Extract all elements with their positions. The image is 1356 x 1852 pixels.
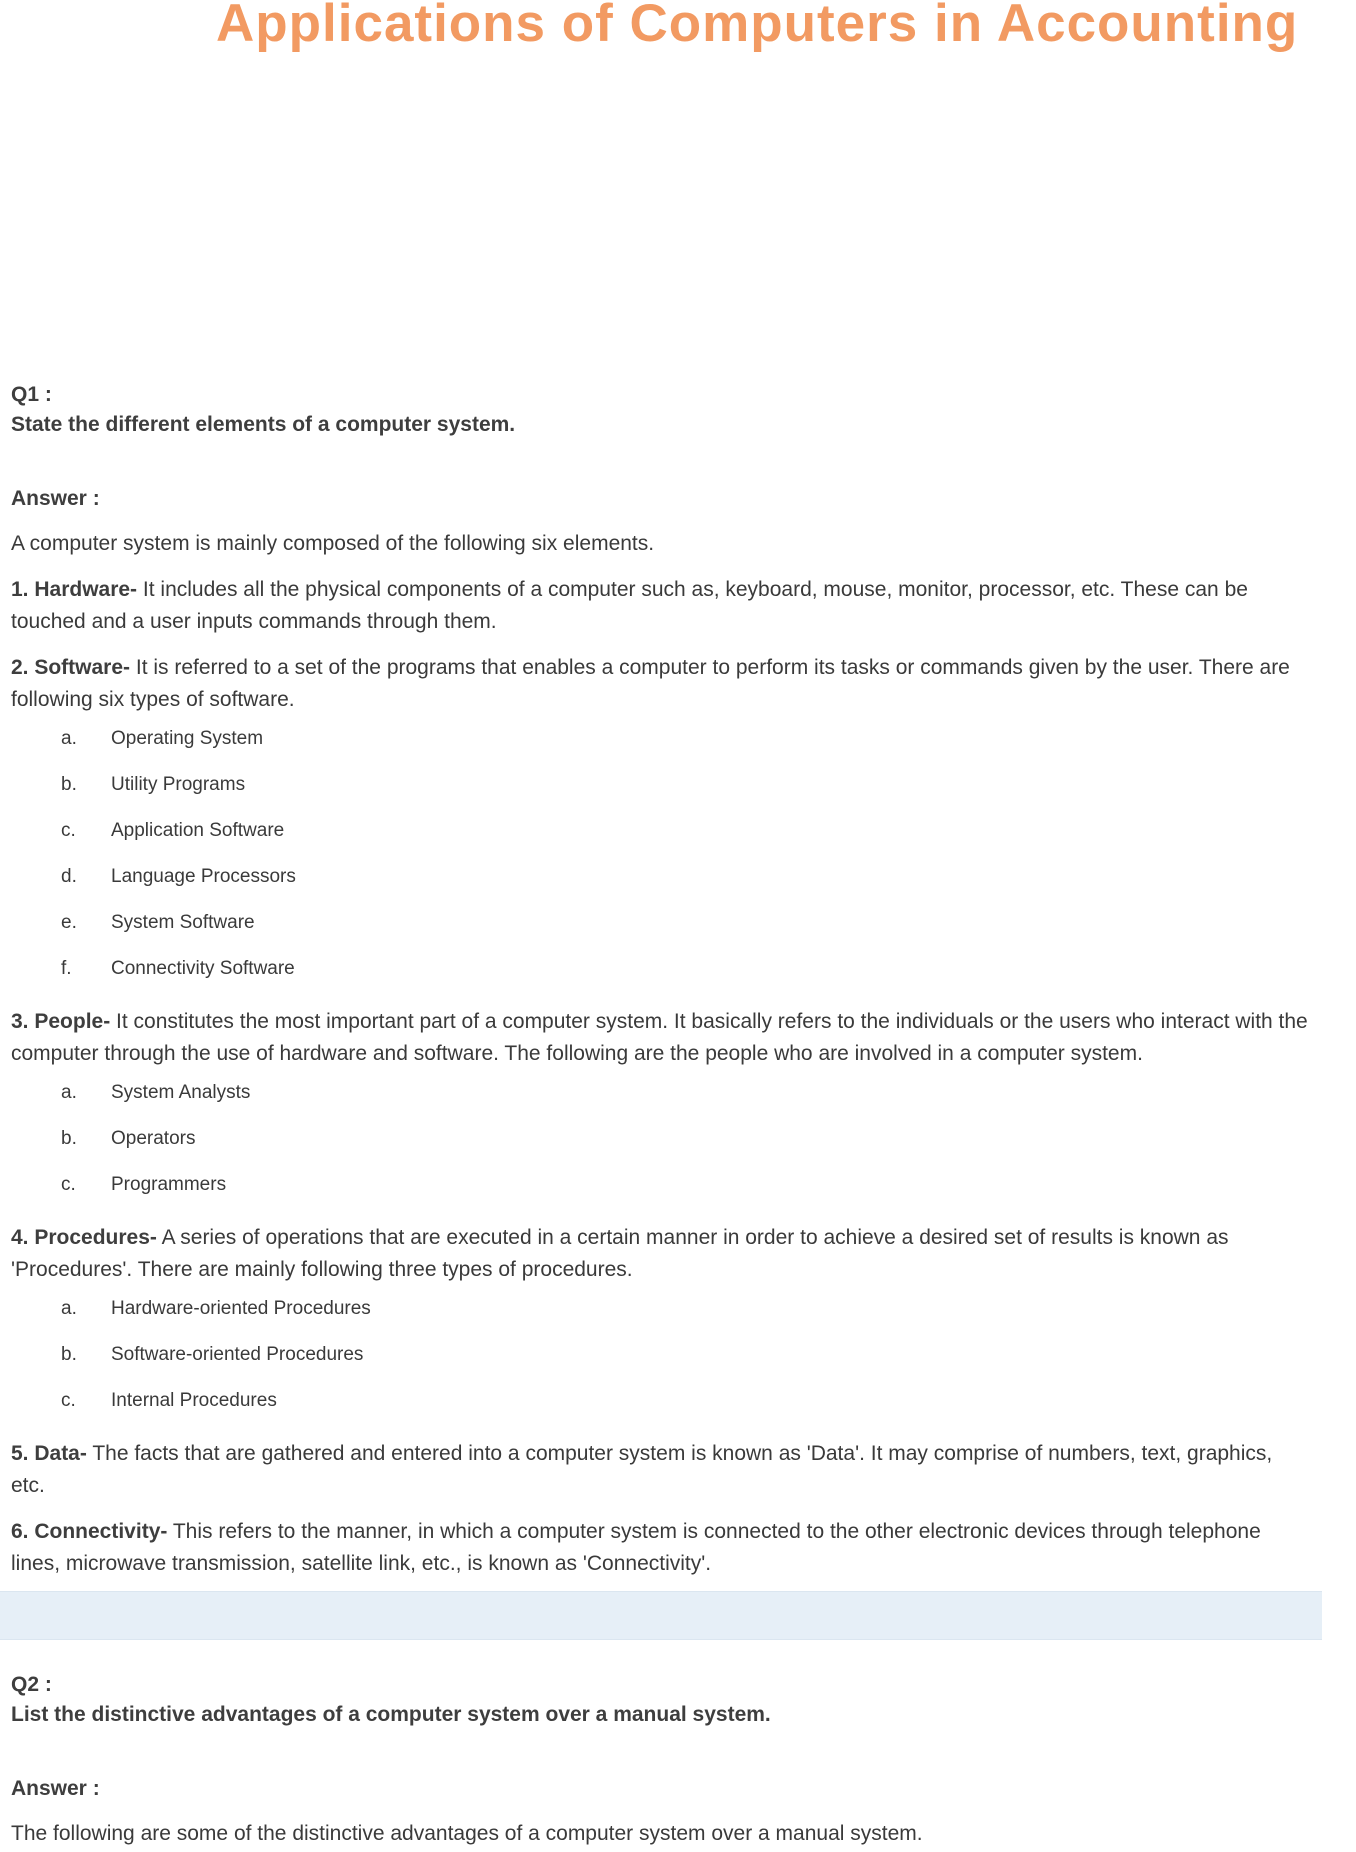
list-item [11,762,1311,808]
list-item [11,1116,1311,1162]
element-text: It constitutes the most important part of a computer system. It basically refers to the individuals or the users who interact with the computer through the use of hardware and software. The following are the people who are involved in a computer system. [11,1010,1308,1065]
q2-section [11,1670,1311,1850]
list-item [11,1332,1311,1378]
element-item [11,652,1311,716]
list-marker: c. [61,1390,76,1411]
list-marker: c. [61,1174,76,1195]
list-marker: b. [61,774,77,795]
element-text: A series of operations that are executed in a certain manner in order to achieve a desired set of results is known as 'Procedures'. There are mainly following three types of procedures. [11,1226,1229,1281]
list-marker: d. [61,866,77,887]
q2-label: Q2 : [11,1673,52,1696]
list-marker: e. [61,912,77,933]
element-text: This refers to the manner, in which a computer system is connected to the other electronic devices through telephone lines, microwave transmission, satellite link, etc., is known as 'Connectivity'. [11,1520,1261,1575]
sub-list [11,1070,1311,1208]
list-item [11,716,1311,762]
q1-intro: A computer system is mainly composed of the following six elements. [11,532,655,555]
element-text: It is referred to a set of the programs that enables a computer to perform its tasks or commands given by the user. There are following six types of software. [11,656,1290,711]
q1-section [11,380,1311,1580]
q1-label: Q1 : [11,383,52,406]
sub-list [11,716,1311,992]
list-item [11,1070,1311,1116]
element-heading: 6. Connectivity- [11,1520,168,1543]
q1-items [11,574,1311,1580]
list-item-text: Software-oriented Procedures [111,1344,364,1365]
section-divider [0,1591,1322,1640]
list-item-text: System Analysts [111,1082,251,1103]
list-item-text: Language Processors [111,866,296,887]
list-marker: c. [61,820,76,841]
page-title: Applications of Computers in Accounting [216,0,1299,53]
list-item [11,854,1311,900]
list-marker: b. [61,1128,77,1149]
list-marker: f. [61,958,72,979]
element-heading: 2. Software- [11,656,131,679]
list-marker: b. [61,1344,77,1365]
element-heading: 5. Data- [11,1442,87,1465]
list-item-text: Hardware-oriented Procedures [111,1298,371,1319]
q2-answer-label: Answer : [11,1777,100,1800]
list-item-text: Connectivity Software [111,958,295,979]
list-item [11,808,1311,854]
list-marker: a. [61,1298,77,1319]
list-item-text: Application Software [111,820,285,841]
element-item [11,1222,1311,1286]
q1-answer-label: Answer : [11,487,100,510]
list-item [11,946,1311,992]
element-text: The facts that are gathered and entered into a computer system is known as 'Data'. It may comprise of numbers, text, graphics, etc. [11,1442,1273,1497]
list-item-text: Internal Procedures [111,1390,277,1411]
element-item [11,1516,1311,1580]
sub-list [11,1286,1311,1424]
list-item-text: Programmers [111,1174,227,1195]
element-heading: 4. Procedures- [11,1226,157,1249]
element-text: It includes all the physical components of a computer such as, keyboard, mouse, monitor, processor, etc. These can be touched and a user inputs commands through them. [11,578,1248,633]
list-item-text: Operators [111,1128,196,1149]
element-item [11,1006,1311,1070]
list-item-text: System Software [111,912,255,933]
list-item [11,900,1311,946]
element-item [11,1438,1311,1502]
list-item-text: Operating System [111,728,264,749]
element-item [11,574,1311,638]
element-heading: 1. Hardware- [11,578,138,601]
list-marker: a. [61,1082,77,1103]
list-marker: a. [61,728,77,749]
list-item [11,1286,1311,1332]
element-heading: 3. People- [11,1010,111,1033]
list-item-text: Utility Programs [111,774,246,795]
q2-question: List the distinctive advantages of a computer system over a manual system. [11,1703,771,1726]
q1-question: State the different elements of a computer system. [11,413,516,436]
q2-intro: The following are some of the distinctive advantages of a computer system over a manual system. [11,1822,923,1845]
list-item [11,1378,1311,1424]
list-item [11,1162,1311,1208]
